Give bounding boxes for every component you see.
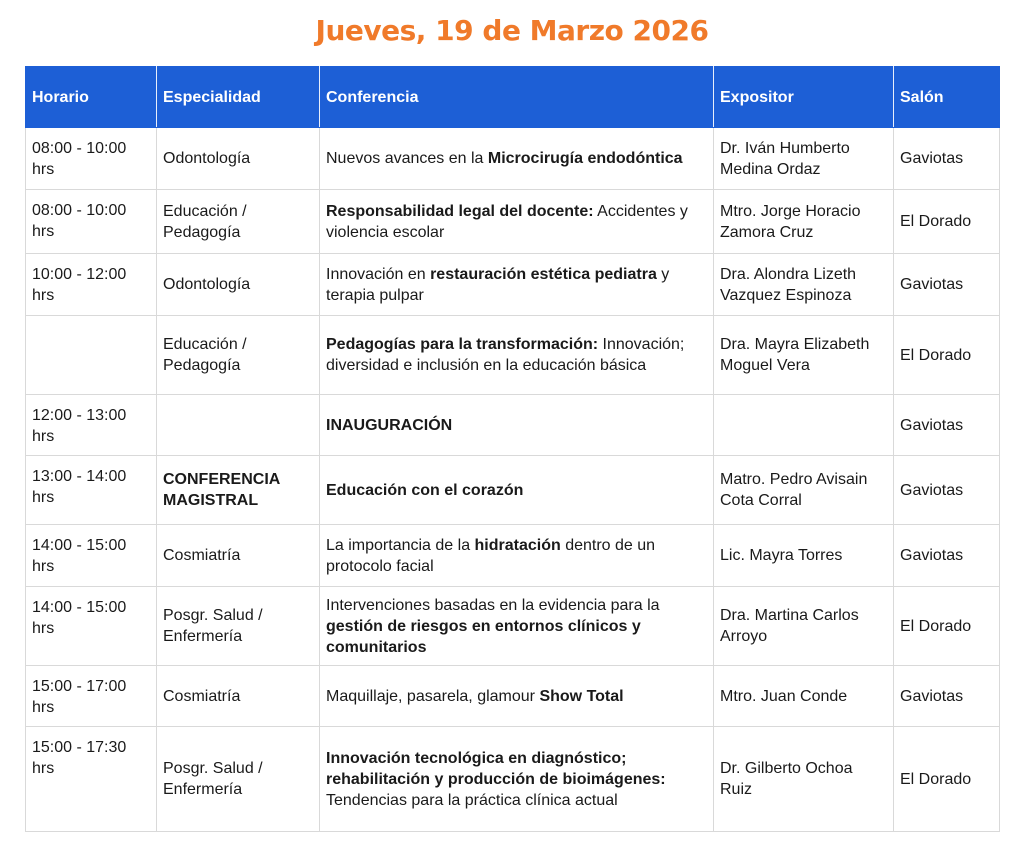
cell-salon: El Dorado	[894, 316, 1000, 395]
cell-especialidad: Posgr. Salud / Enfermería	[157, 727, 320, 832]
cell-expositor: Dra. Alondra Lizeth Vazquez Espinoza	[714, 254, 894, 316]
cell-especialidad: Cosmiatría	[157, 525, 320, 587]
header-salon: Salón	[894, 67, 1000, 128]
table-row	[26, 456, 1000, 525]
cell-conferencia	[320, 587, 714, 666]
cell-especialidad: Odontología	[157, 128, 320, 190]
conference-title-bold: Innovación tecnológica en diagnóstico; rehabilitación y producción de bioimágenes:	[326, 749, 666, 788]
table-row	[26, 727, 1000, 832]
cell-salon: Gaviotas	[894, 128, 1000, 190]
conference-title-bold: gestión de riesgos en entornos clínicos y comunitarios	[326, 617, 641, 656]
cell-horario	[26, 316, 157, 395]
header-expositor: Expositor	[714, 67, 894, 128]
table-row	[26, 666, 1000, 727]
table-row	[26, 525, 1000, 587]
schedule-body	[26, 128, 1000, 832]
cell-horario: 15:00 - 17:30 hrs	[26, 727, 157, 832]
cell-expositor: Mtro. Juan Conde	[714, 666, 894, 727]
table-row	[26, 254, 1000, 316]
cell-conferencia	[320, 456, 714, 525]
cell-conferencia	[320, 666, 714, 727]
conference-text: Innovación en	[326, 265, 431, 283]
cell-salon: El Dorado	[894, 727, 1000, 832]
cell-salon: Gaviotas	[894, 456, 1000, 525]
cell-especialidad: Odontología	[157, 254, 320, 316]
cell-especialidad	[157, 395, 320, 456]
conference-text: y terapia pulpar	[326, 265, 670, 304]
cell-horario: 12:00 - 13:00 hrs	[26, 395, 157, 456]
cell-especialidad: Cosmiatría	[157, 666, 320, 727]
cell-horario: 10:00 - 12:00 hrs	[26, 254, 157, 316]
conference-text: Nuevos avances en la	[326, 150, 488, 167]
cell-expositor: Matro. Pedro Avisain Cota Corral	[714, 456, 894, 525]
conference-text: Maquillaje, pasarela, glamour	[326, 687, 540, 705]
conference-text: Innovación; diversidad e inclusión en la educación básica	[326, 336, 685, 374]
cell-horario: 08:00 - 10:00 hrs	[26, 190, 157, 254]
table-row	[26, 587, 1000, 666]
cell-conferencia	[320, 128, 714, 190]
cell-horario: 13:00 - 14:00 hrs	[26, 456, 157, 525]
header-conferencia: Conferencia	[320, 67, 714, 128]
cell-conferencia	[320, 254, 714, 316]
conference-title-bold: Pedagogías para la transformación:	[326, 336, 599, 353]
header-horario: Horario	[26, 67, 157, 128]
table-row	[26, 395, 1000, 456]
cell-salon: Gaviotas	[894, 666, 1000, 727]
conference-text: Intervenciones basadas en la evidencia para la	[326, 596, 660, 614]
conference-title-bold: Responsabilidad legal del docente:	[326, 202, 594, 220]
conference-text: La importancia de la	[326, 536, 475, 554]
cell-expositor: Lic. Mayra Torres	[714, 525, 894, 587]
table-row	[26, 316, 1000, 395]
cell-expositor: Dra. Martina Carlos Arroyo	[714, 587, 894, 666]
cell-salon: Gaviotas	[894, 395, 1000, 456]
cell-conferencia	[320, 190, 714, 254]
table-row	[26, 190, 1000, 254]
conference-text: Accidentes y violencia escolar	[326, 202, 688, 241]
header-row	[26, 67, 1000, 128]
conference-title-bold: restauración estética pediatra	[430, 265, 657, 283]
cell-expositor: Dr. Iván Humberto Medina Ordaz	[714, 128, 894, 190]
cell-especialidad: Posgr. Salud / Enfermería	[157, 587, 320, 666]
header-especialidad: Especialidad	[157, 67, 320, 128]
cell-especialidad: CONFERENCIA MAGISTRAL	[157, 456, 320, 525]
cell-salon: Gaviotas	[894, 525, 1000, 587]
cell-expositor	[714, 395, 894, 456]
conference-title-bold: Educación con el corazón	[326, 481, 524, 499]
schedule-table	[25, 66, 1000, 832]
cell-salon: El Dorado	[894, 190, 1000, 254]
conference-title-bold: Microcirugía endodóntica	[487, 150, 683, 167]
cell-conferencia	[320, 395, 714, 456]
conference-text: Tendencias para la práctica clínica actual	[326, 791, 618, 809]
table-row	[26, 128, 1000, 190]
cell-horario: 15:00 - 17:00 hrs	[26, 666, 157, 727]
cell-horario: 14:00 - 15:00 hrs	[26, 587, 157, 666]
cell-especialidad: Educación / Pedagogía	[157, 316, 320, 395]
page-title: Jueves, 19 de Marzo 2026	[315, 14, 709, 47]
cell-conferencia	[320, 727, 714, 832]
conference-title-bold: Show Total	[539, 687, 624, 705]
cell-horario: 14:00 - 15:00 hrs	[26, 525, 157, 587]
conference-title-bold: INAUGURACIÓN	[326, 416, 453, 434]
cell-expositor: Mtro. Jorge Horacio Zamora Cruz	[714, 190, 894, 254]
cell-salon: El Dorado	[894, 587, 1000, 666]
cell-expositor: Dra. Mayra Elizabeth Moguel Vera	[714, 316, 894, 395]
cell-horario: 08:00 - 10:00 hrs	[26, 128, 157, 190]
cell-especialidad: Educación / Pedagogía	[157, 190, 320, 254]
cell-conferencia	[320, 316, 714, 395]
cell-salon: Gaviotas	[894, 254, 1000, 316]
cell-expositor: Dr. Gilberto Ochoa Ruiz	[714, 727, 894, 832]
conference-text: dentro de un protocolo facial	[326, 536, 656, 575]
conference-title-bold: hidratación	[474, 536, 561, 554]
cell-conferencia	[320, 525, 714, 587]
